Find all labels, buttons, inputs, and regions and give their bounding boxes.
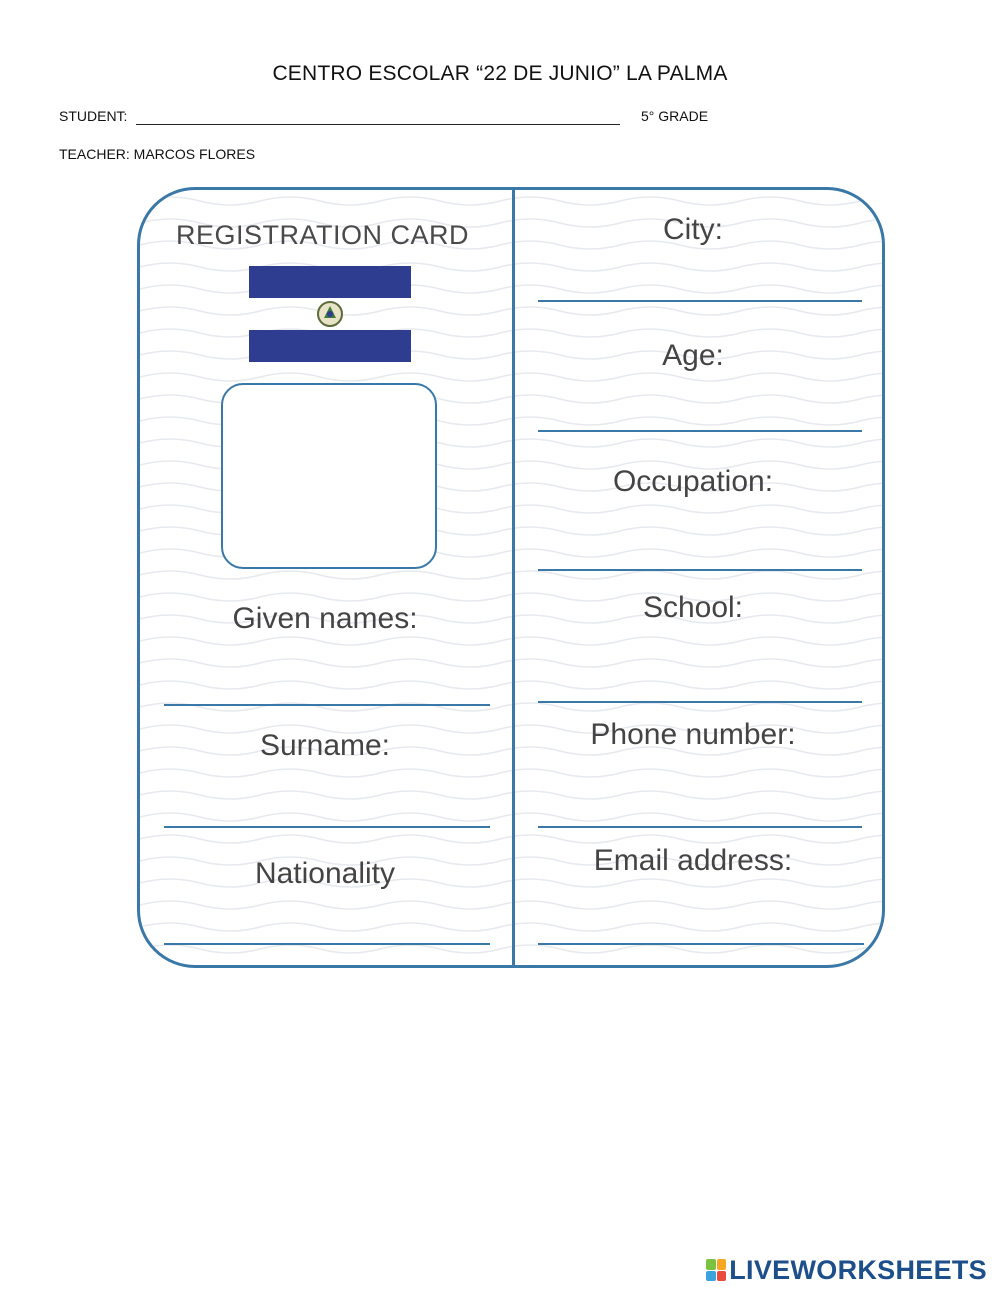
email-address-label: Email address:	[593, 844, 793, 877]
registration-card	[137, 187, 885, 968]
nationality-label: Nationality	[254, 857, 396, 890]
grade-label: 5° GRADE	[641, 108, 709, 124]
liveworksheets-mark-icon	[706, 1259, 726, 1281]
student-row	[59, 108, 759, 124]
flag-bottom-band	[249, 330, 411, 362]
city-label: City:	[663, 213, 723, 246]
occupation-label: Occupation:	[612, 465, 774, 498]
school-label: School:	[642, 591, 744, 624]
age-label: Age:	[662, 339, 724, 372]
liveworksheets-logo	[706, 1255, 987, 1285]
school-line[interactable]	[538, 701, 862, 703]
phone-number-label: Phone number:	[590, 718, 796, 751]
surname-label: Surname:	[259, 729, 391, 762]
card-divider	[512, 190, 515, 965]
flag-top-band	[249, 266, 411, 298]
photo-box[interactable]	[221, 383, 437, 569]
nationality-line[interactable]	[164, 943, 490, 945]
coat-of-arms-icon	[316, 300, 344, 328]
el-salvador-flag	[249, 266, 411, 362]
occupation-line[interactable]	[538, 569, 862, 571]
student-label: STUDENT:	[59, 108, 128, 124]
logo-text: LIVEWORKSHEETS	[729, 1254, 987, 1285]
given-names-label: Given names:	[232, 602, 418, 635]
city-line[interactable]	[538, 300, 862, 302]
card-title: REGISTRATION CARD	[176, 220, 470, 250]
given-names-line[interactable]	[164, 704, 490, 706]
email-address-line[interactable]	[538, 943, 864, 945]
age-line[interactable]	[538, 430, 862, 432]
teacher-label: TEACHER: MARCOS FLORES	[59, 146, 256, 162]
surname-line[interactable]	[164, 826, 490, 828]
student-name-blank[interactable]	[136, 124, 620, 125]
school-title: CENTRO ESCOLAR “22 DE JUNIO” LA PALMA	[272, 62, 728, 85]
phone-number-line[interactable]	[538, 826, 862, 828]
